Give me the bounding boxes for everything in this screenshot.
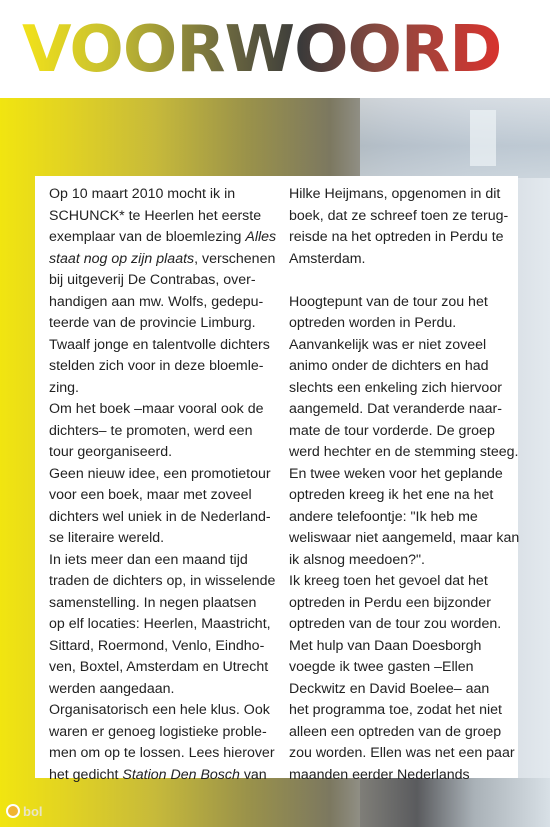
text-line: [49, 636, 281, 658]
text-run: En twee weken voor het geplande: [289, 465, 503, 482]
text-line: [289, 528, 520, 550]
text-line: [49, 421, 281, 443]
left-column: [49, 184, 281, 786]
paragraph-gap: [289, 270, 511, 292]
text-run: van: [239, 766, 267, 783]
text-run: het programma toe, zodat het niet: [289, 702, 502, 718]
text-line: [49, 614, 281, 636]
text-line: [49, 528, 281, 550]
text-line: [289, 507, 511, 529]
text-run: Ik kreeg toen het gevoel dat het: [289, 573, 488, 589]
text-run: se literaire wereld.: [49, 530, 165, 546]
text-run: optreden worden in Perdu.: [289, 315, 457, 331]
background-photo-window: [470, 110, 496, 166]
text-line: [49, 485, 281, 507]
text-line: [289, 700, 511, 722]
text-run: dichters– te promoten, werd een: [49, 422, 253, 439]
text-line: [49, 657, 281, 679]
text-line: [49, 399, 281, 421]
text-run: , verschenen: [194, 250, 276, 267]
text-run: teerde van de provincie Limburg.: [49, 315, 256, 331]
text-run: handigen aan mw. Wolfs, gedepu-: [49, 293, 264, 310]
right-column: [289, 184, 520, 786]
text-line: [289, 249, 511, 271]
text-line: [49, 227, 281, 249]
text-run: Hoogtepunt van de tour zou het: [289, 293, 488, 310]
text-line: [49, 442, 281, 464]
text-run: ven, Boxtel, Amsterdam en Utrecht: [49, 659, 269, 675]
text-line: [49, 765, 281, 787]
text-line: [49, 550, 281, 572]
text-line: [289, 614, 511, 636]
text-line: [289, 550, 511, 572]
text-run: samenstelling. In negen plaatsen: [49, 594, 257, 611]
text-line: [49, 593, 281, 615]
watermark-text: bol: [23, 803, 43, 819]
text-card: [35, 176, 520, 783]
text-run: werden aangedaan.: [49, 680, 175, 697]
text-run: Deckwitz en David Boelee– aan: [289, 680, 490, 697]
text-line: [289, 421, 511, 443]
text-run: het gedicht: [49, 766, 123, 783]
text-run: traden de dichters op, in wisselende: [49, 573, 276, 589]
text-line: [49, 313, 281, 335]
text-run: voor een boek, maar met zoveel: [49, 487, 252, 503]
text-run: weliswaar niet aangemeld, maar kan: [289, 530, 520, 546]
text-line: [289, 722, 511, 744]
text-run: Aanvankelijk was er niet zoveel: [289, 336, 487, 353]
text-run: dichters wel uniek in de Nederland-: [49, 508, 271, 525]
text-run: alleen een optreden van de groep: [289, 723, 502, 740]
text-run: andere telefoontje: "Ik heb me: [289, 508, 478, 525]
text-run: bij uitgeverij De Contrabas, over-: [49, 272, 256, 288]
text-run: animo onder de dichters en had: [289, 358, 489, 374]
text-line: [289, 442, 519, 464]
text-line: [49, 206, 281, 228]
text-run: waren er genoeg logistieke proble-: [49, 723, 267, 740]
text-run: Om het boek –maar vooral ook de: [49, 401, 264, 417]
text-run: SCHUNCK* te Heerlen het eerste: [49, 207, 262, 224]
watermark: [6, 800, 64, 822]
text-line: [289, 399, 511, 421]
text-run: optreden van de tour zou worden.: [289, 616, 502, 632]
text-run: Organisatorisch een hele klus. Ook: [49, 702, 270, 718]
text-run: Twaalf jonge en talentvolle dichters: [49, 336, 270, 353]
text-line: [289, 292, 511, 314]
italic-text: Station Den Bosch: [122, 766, 240, 783]
text-line: [289, 227, 511, 249]
text-line: [49, 335, 281, 357]
text-line: [49, 679, 281, 701]
text-line: [289, 657, 511, 679]
text-line: [49, 464, 281, 486]
text-line: [49, 270, 281, 292]
text-line: [49, 249, 281, 271]
title-band: [0, 0, 550, 98]
text-line: [49, 700, 281, 722]
text-line: [49, 356, 281, 378]
text-line: [289, 206, 511, 228]
text-line: [49, 292, 281, 314]
text-line: [289, 679, 511, 701]
text-run: Geen nieuw idee, een promotietour: [49, 465, 271, 482]
text-line: [289, 636, 511, 658]
watermark-logo-icon: [6, 804, 20, 818]
text-run: werd hechter en de stemming steeg.: [289, 444, 519, 460]
text-run: stelden zich voor in deze bloemle-: [49, 358, 264, 374]
text-run: ik alsnog meedoen?".: [289, 551, 425, 568]
text-line: [49, 184, 281, 206]
text-line: [289, 356, 511, 378]
background-photo-top: [360, 98, 550, 178]
text-line: [49, 507, 281, 529]
text-run: voegde ik twee gasten –Ellen: [289, 659, 474, 675]
text-run: Sittard, Roermond, Venlo, Eindho-: [49, 637, 265, 654]
text-run: optreden in Perdu een bijzonder: [289, 594, 491, 611]
text-line: [289, 313, 511, 335]
text-line: [49, 743, 281, 765]
text-run: reisde na het optreden in Perdu te: [289, 229, 504, 245]
text-run: zing.: [49, 379, 79, 396]
text-line: [289, 464, 511, 486]
text-line: [289, 184, 511, 206]
text-run: Met hulp van Daan Doesborgh: [289, 637, 482, 654]
text-run: boek, dat ze schreef toen ze terug-: [289, 207, 509, 224]
text-run: slechts een enkeling zich hiervoor: [289, 379, 502, 396]
text-line: [289, 571, 511, 593]
text-run: mate de tour vorderde. De groep: [289, 422, 495, 439]
text-run: exemplaar van de bloemlezing: [49, 229, 246, 245]
italic-text: Alles: [245, 229, 277, 245]
text-line: [49, 378, 281, 400]
text-run: aangemeld. Dat veranderde naar-: [289, 401, 502, 417]
text-run: op elf locaties: Heerlen, Maastricht,: [49, 616, 271, 632]
text-line: [49, 571, 281, 593]
text-line: [289, 378, 511, 400]
text-run: Amsterdam.: [289, 250, 366, 267]
text-line: [49, 722, 281, 744]
text-run: optreden kreeg ik het ene na het: [289, 487, 494, 503]
text-run: In iets meer dan een maand tijd: [49, 551, 248, 568]
text-line: [289, 743, 515, 765]
text-line: [289, 485, 511, 507]
text-run: men om op te lossen. Lees hierover: [49, 745, 275, 761]
text-run: Op 10 maart 2010 mocht ik in: [49, 186, 236, 202]
page-title: VOORWOORD: [22, 13, 502, 87]
text-line: [289, 765, 511, 787]
text-run: maanden eerder Nederlands: [289, 766, 470, 783]
text-run: tour georganiseerd.: [49, 444, 173, 460]
italic-text: staat nog op zijn plaats: [49, 250, 195, 267]
text-run: Hilke Heijmans, opgenomen in dit: [289, 186, 501, 202]
text-run: zou worden. Ellen was net een paar: [289, 745, 515, 761]
text-line: [289, 335, 511, 357]
text-line: [289, 593, 511, 615]
